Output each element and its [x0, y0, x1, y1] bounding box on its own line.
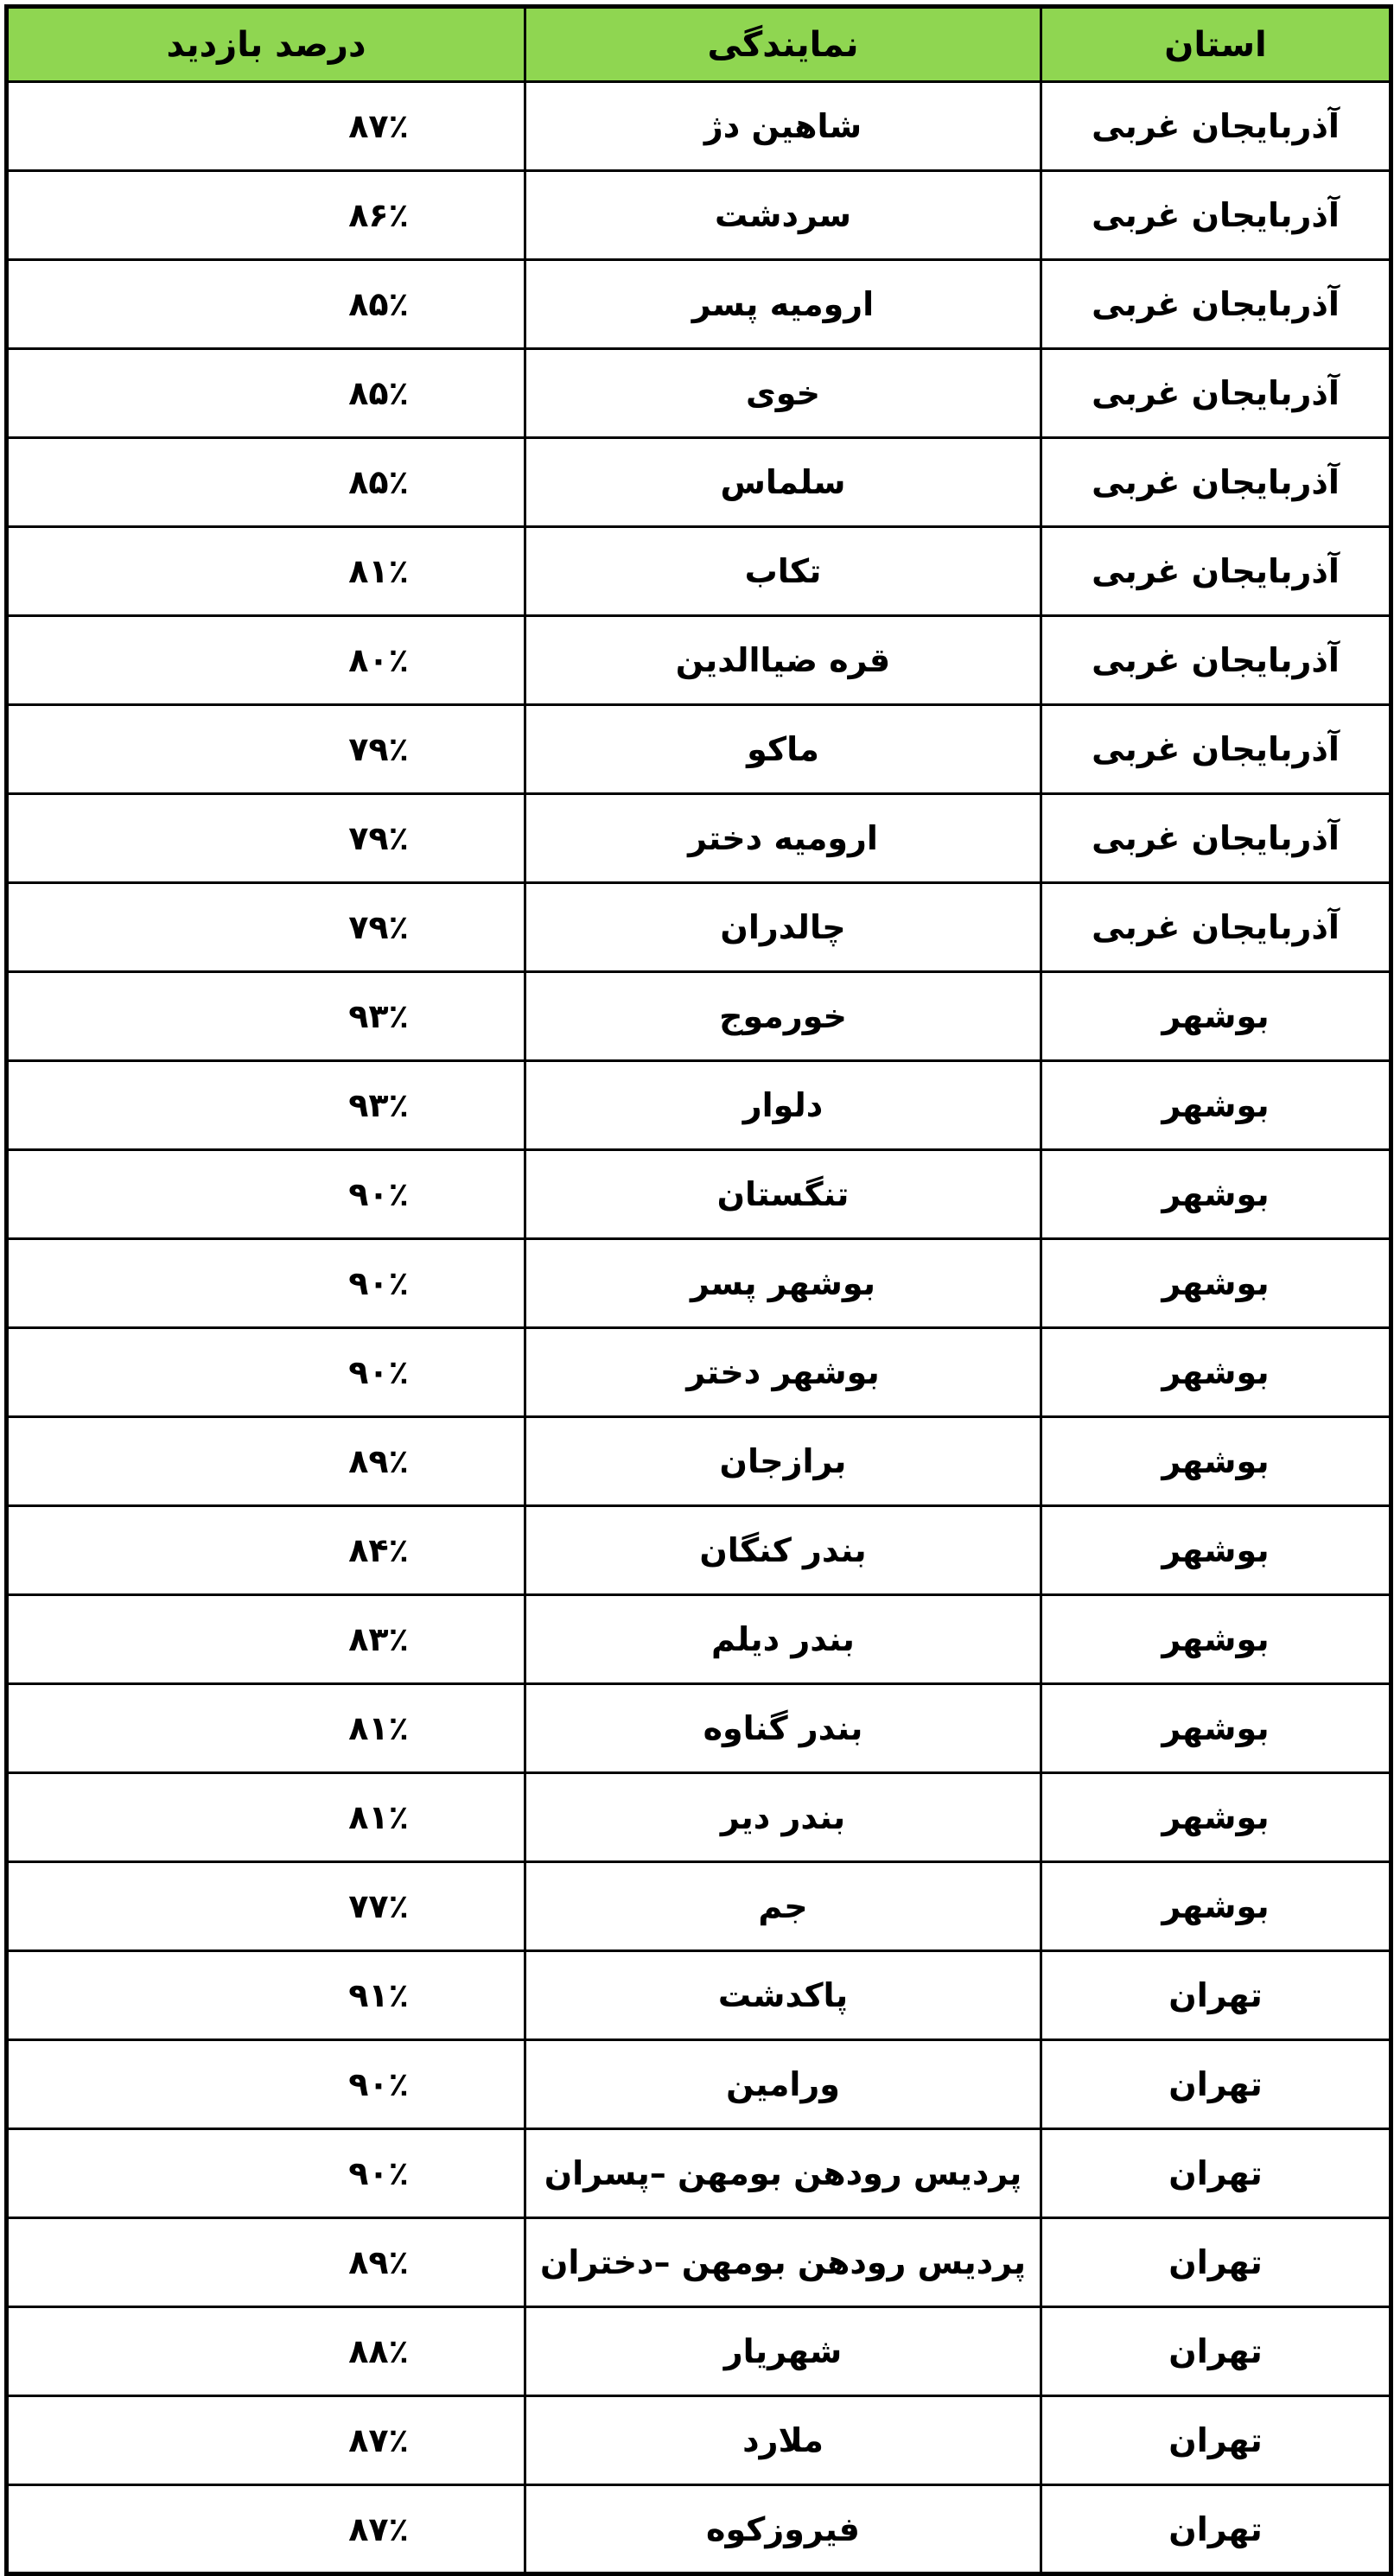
cell-representative: ورامین	[525, 2040, 1041, 2129]
cell-visit-percent: ۹۰٪	[7, 1328, 525, 1417]
cell-province: آذربایجان غربی	[1041, 82, 1391, 171]
table-row	[7, 972, 1391, 1061]
table-row	[7, 1239, 1391, 1328]
cell-representative: ملارد	[525, 2396, 1041, 2485]
table-row	[7, 2040, 1391, 2129]
cell-representative: بندر دیر	[525, 1773, 1041, 1862]
cell-province: آذربایجان غربی	[1041, 527, 1391, 616]
cell-province: آذربایجان غربی	[1041, 616, 1391, 705]
table-row	[7, 2396, 1391, 2485]
cell-representative: تکاب	[525, 527, 1041, 616]
table-row	[7, 171, 1391, 260]
cell-province: تهران	[1041, 2396, 1391, 2485]
cell-representative: ارومیه دختر	[525, 794, 1041, 883]
cell-visit-percent: ۸۱٪	[7, 527, 525, 616]
cell-representative: پردیس رودهن بومهن –پسران	[525, 2129, 1041, 2218]
cell-province: آذربایجان غربی	[1041, 705, 1391, 794]
cell-visit-percent: ۸۱٪	[7, 1684, 525, 1773]
table-row	[7, 1417, 1391, 1506]
table-row	[7, 616, 1391, 705]
table-row	[7, 705, 1391, 794]
cell-province: تهران	[1041, 2485, 1391, 2574]
cell-representative: شهریار	[525, 2307, 1041, 2396]
table-row	[7, 883, 1391, 972]
cell-visit-percent: ۷۹٪	[7, 883, 525, 972]
cell-representative: دلوار	[525, 1061, 1041, 1150]
cell-province: بوشهر	[1041, 1684, 1391, 1773]
cell-representative: چالدران	[525, 883, 1041, 972]
header-visit-percent: درصد بازدید	[7, 7, 525, 82]
cell-representative: ارومیه پسر	[525, 260, 1041, 349]
cell-visit-percent: ۸۷٪	[7, 2396, 525, 2485]
cell-visit-percent: ۷۹٪	[7, 705, 525, 794]
cell-representative: پردیس رودهن بومهن –دختران	[525, 2218, 1041, 2307]
cell-visit-percent: ۹۰٪	[7, 1239, 525, 1328]
cell-visit-percent: ۸۰٪	[7, 616, 525, 705]
cell-representative: سلماس	[525, 438, 1041, 527]
table-row	[7, 260, 1391, 349]
cell-representative: خوی	[525, 349, 1041, 438]
cell-visit-percent: ۸۸٪	[7, 2307, 525, 2396]
cell-province: بوشهر	[1041, 1506, 1391, 1595]
cell-representative: شاهین دژ	[525, 82, 1041, 171]
cell-province: بوشهر	[1041, 1328, 1391, 1417]
header-province: استان	[1041, 7, 1391, 82]
cell-representative: خورموج	[525, 972, 1041, 1061]
table-row	[7, 1951, 1391, 2040]
cell-province: بوشهر	[1041, 1150, 1391, 1239]
cell-visit-percent: ۸۵٪	[7, 349, 525, 438]
visits-table-container	[4, 4, 1389, 2576]
table-body	[7, 82, 1391, 2574]
table-header-row	[7, 7, 1391, 82]
table-row	[7, 1506, 1391, 1595]
cell-visit-percent: ۷۹٪	[7, 794, 525, 883]
cell-visit-percent: ۷۷٪	[7, 1862, 525, 1951]
cell-province: تهران	[1041, 2129, 1391, 2218]
table-row	[7, 527, 1391, 616]
cell-province: بوشهر	[1041, 1417, 1391, 1506]
cell-representative: بندر گناوه	[525, 1684, 1041, 1773]
cell-visit-percent: ۹۳٪	[7, 1061, 525, 1150]
cell-province: تهران	[1041, 2218, 1391, 2307]
cell-representative: بوشهر پسر	[525, 1239, 1041, 1328]
cell-visit-percent: ۸۶٪	[7, 171, 525, 260]
table-row	[7, 794, 1391, 883]
table-row	[7, 2485, 1391, 2574]
cell-visit-percent: ۸۷٪	[7, 82, 525, 171]
cell-representative: قره ضیاالدین	[525, 616, 1041, 705]
cell-visit-percent: ۸۱٪	[7, 1773, 525, 1862]
table-row	[7, 1061, 1391, 1150]
cell-visit-percent: ۸۷٪	[7, 2485, 525, 2574]
cell-province: بوشهر	[1041, 1773, 1391, 1862]
table-row	[7, 1328, 1391, 1417]
cell-visit-percent: ۹۱٪	[7, 1951, 525, 2040]
table-row	[7, 2307, 1391, 2396]
cell-representative: فیروزکوه	[525, 2485, 1041, 2574]
cell-province: تهران	[1041, 2307, 1391, 2396]
cell-visit-percent: ۹۰٪	[7, 2040, 525, 2129]
cell-province: تهران	[1041, 2040, 1391, 2129]
cell-province: بوشهر	[1041, 1862, 1391, 1951]
table-row	[7, 438, 1391, 527]
cell-representative: بوشهر دختر	[525, 1328, 1041, 1417]
cell-province: آذربایجان غربی	[1041, 794, 1391, 883]
cell-representative: پاکدشت	[525, 1951, 1041, 2040]
header-representative: نمایندگی	[525, 7, 1041, 82]
table-row	[7, 1150, 1391, 1239]
cell-province: بوشهر	[1041, 972, 1391, 1061]
cell-visit-percent: ۹۰٪	[7, 2129, 525, 2218]
table-row	[7, 2129, 1391, 2218]
cell-visit-percent: ۸۵٪	[7, 438, 525, 527]
table-row	[7, 82, 1391, 171]
table-row	[7, 1595, 1391, 1684]
cell-visit-percent: ۸۹٪	[7, 1417, 525, 1506]
cell-province: آذربایجان غربی	[1041, 260, 1391, 349]
cell-province: بوشهر	[1041, 1239, 1391, 1328]
table-row	[7, 1684, 1391, 1773]
cell-visit-percent: ۹۰٪	[7, 1150, 525, 1239]
cell-visit-percent: ۹۳٪	[7, 972, 525, 1061]
cell-province: بوشهر	[1041, 1061, 1391, 1150]
cell-representative: جم	[525, 1862, 1041, 1951]
visit-percentage-table	[4, 4, 1393, 2576]
cell-representative: بندر دیلم	[525, 1595, 1041, 1684]
cell-visit-percent: ۸۳٪	[7, 1595, 525, 1684]
cell-representative: تنگستان	[525, 1150, 1041, 1239]
cell-province: تهران	[1041, 1951, 1391, 2040]
cell-province: آذربایجان غربی	[1041, 349, 1391, 438]
cell-visit-percent: ۸۹٪	[7, 2218, 525, 2307]
cell-representative: برازجان	[525, 1417, 1041, 1506]
cell-province: آذربایجان غربی	[1041, 883, 1391, 972]
cell-visit-percent: ۸۵٪	[7, 260, 525, 349]
cell-province: بوشهر	[1041, 1595, 1391, 1684]
table-row	[7, 1862, 1391, 1951]
table-row	[7, 1773, 1391, 1862]
cell-province: آذربایجان غربی	[1041, 171, 1391, 260]
table-row	[7, 2218, 1391, 2307]
cell-representative: بندر کنگان	[525, 1506, 1041, 1595]
cell-province: آذربایجان غربی	[1041, 438, 1391, 527]
cell-representative: ماکو	[525, 705, 1041, 794]
table-row	[7, 349, 1391, 438]
cell-visit-percent: ۸۴٪	[7, 1506, 525, 1595]
cell-representative: سردشت	[525, 171, 1041, 260]
